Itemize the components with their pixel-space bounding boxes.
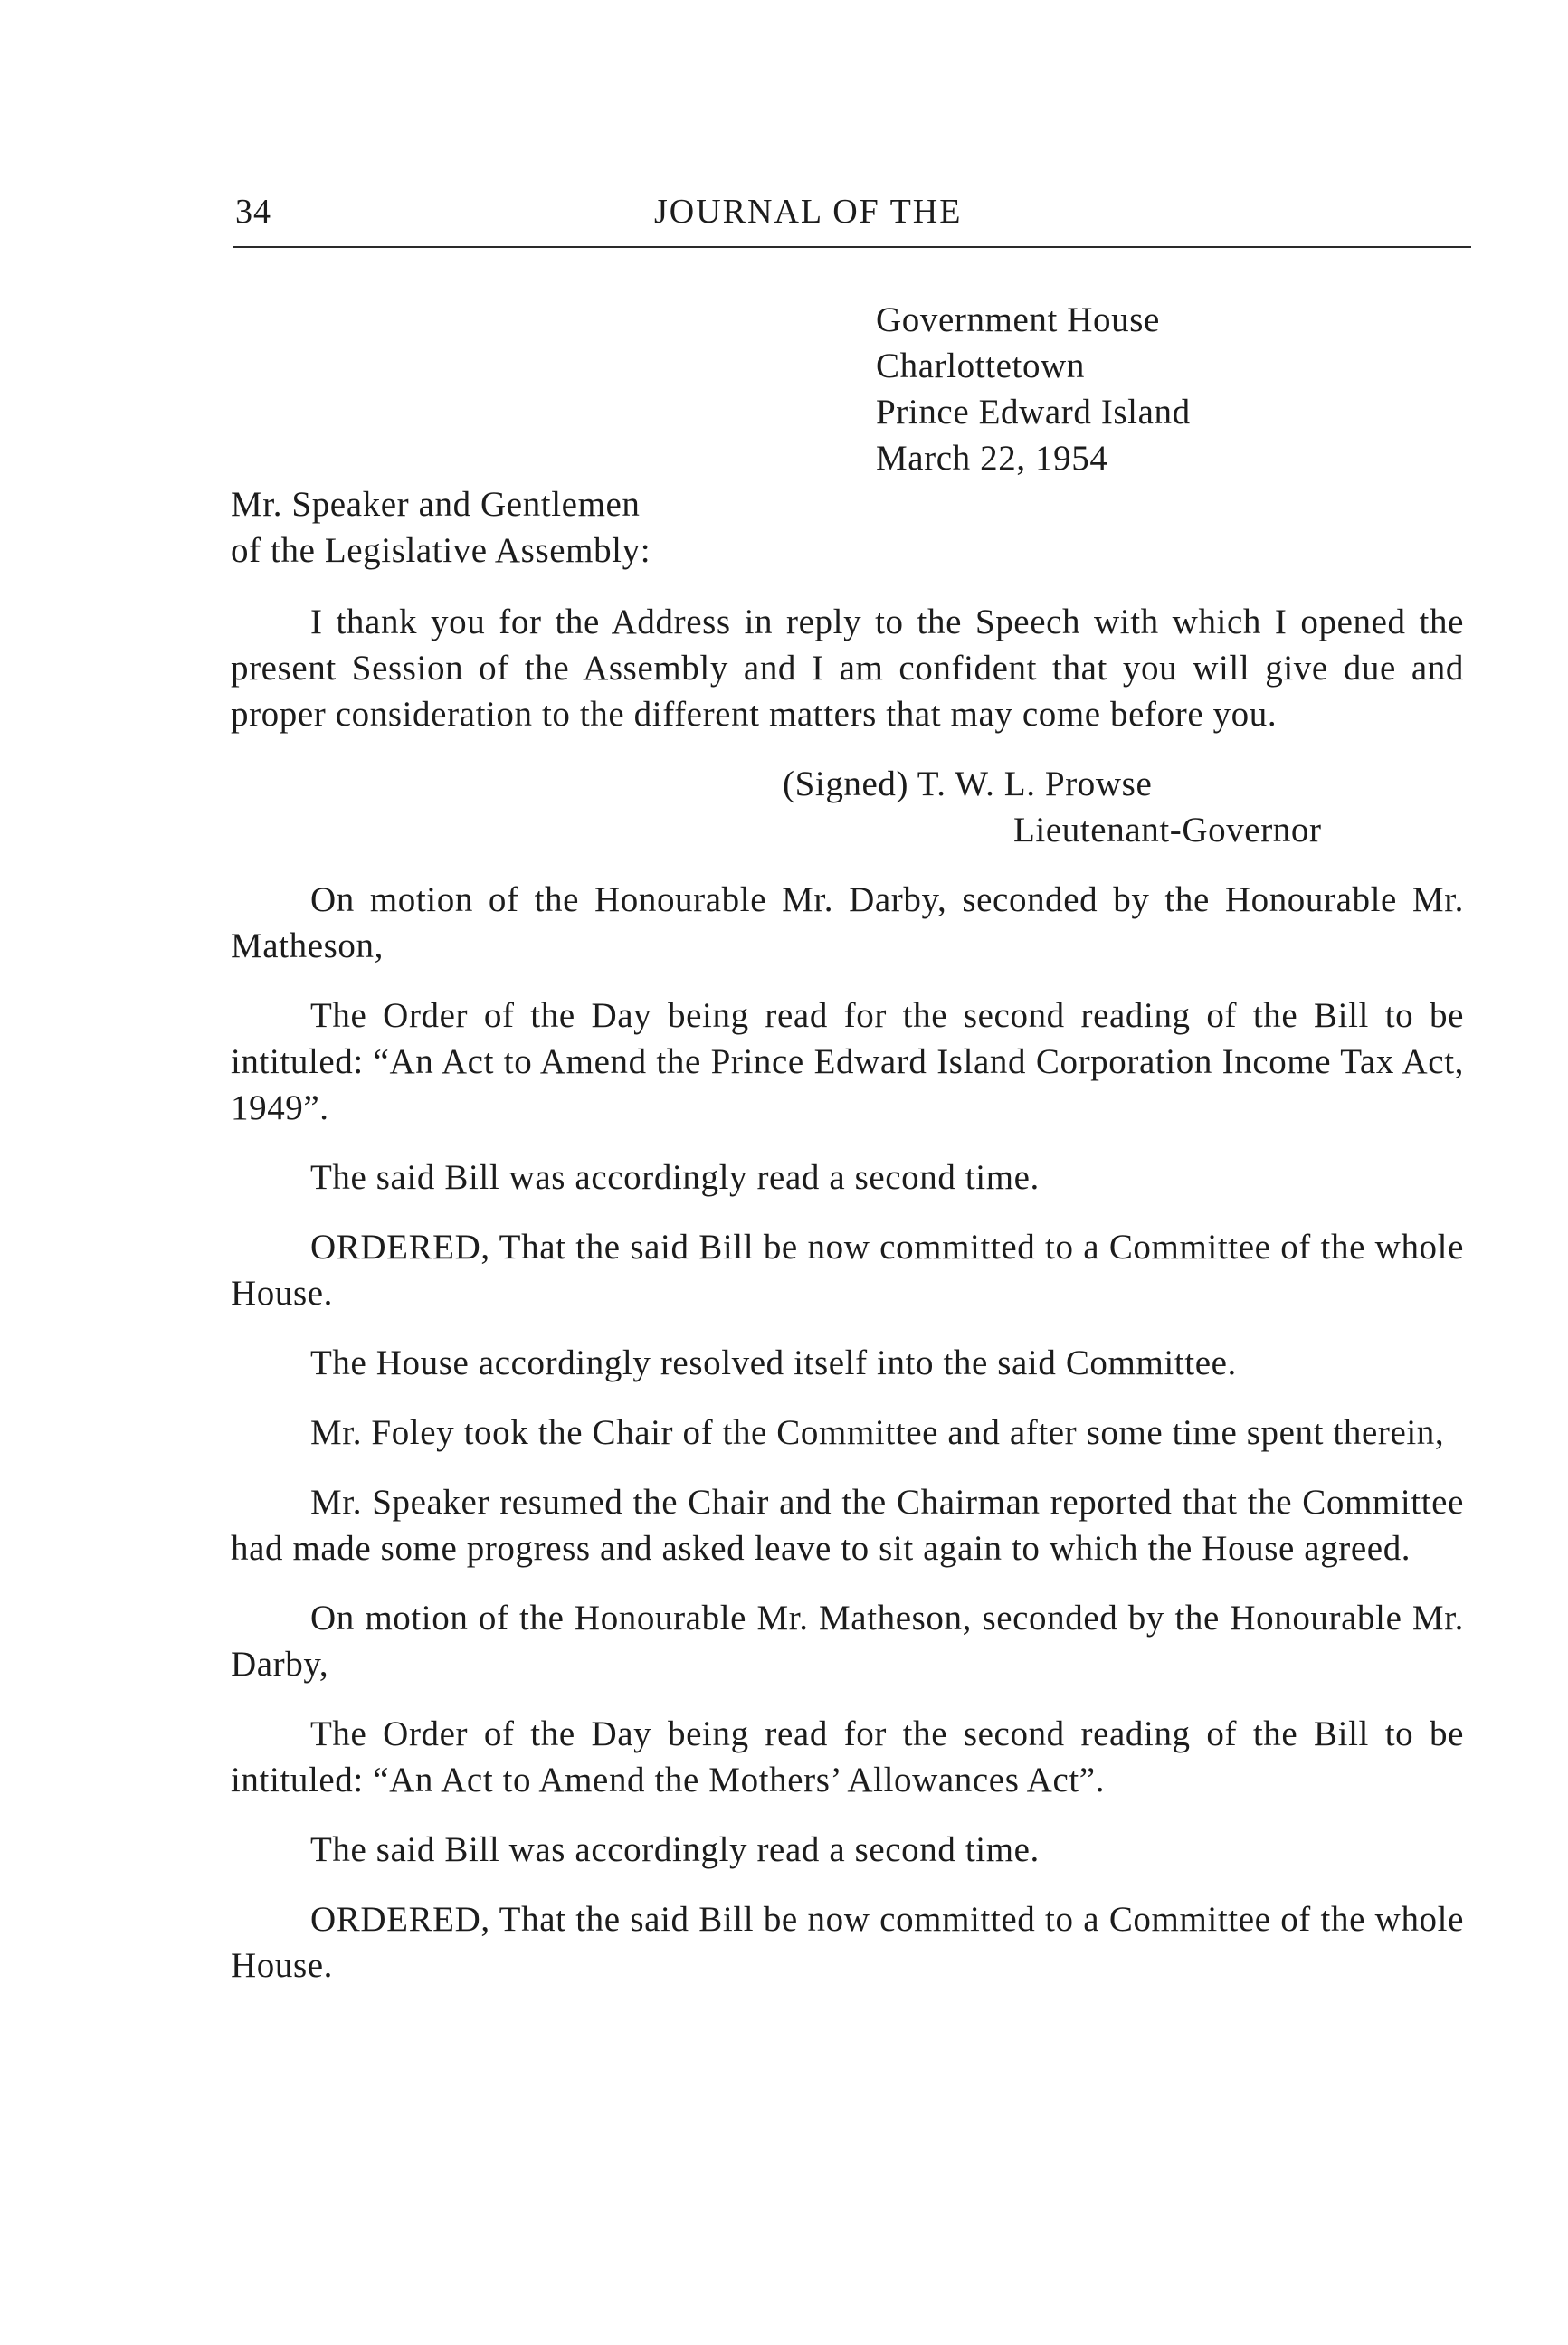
- body-paragraph: The House accordingly resolved itself into the said Committee.: [310, 1343, 1237, 1382]
- body-paragraph: On motion of the Honourable Mr. Darby, seconded by the Honourable Mr. Matheson,: [231, 880, 1464, 965]
- sender-address: [876, 297, 1437, 481]
- page-number: 34: [235, 193, 271, 231]
- body-paragraph: The said Bill was accordingly read a second time.: [310, 1158, 1040, 1197]
- body-paragraph: The Order of the Day being read for the second reading of the Bill to be intituled: “An Act to Amend the Mothers’ Allowances Act”.: [231, 1714, 1464, 1799]
- signature-line: (Signed) T. W. L. Prowse: [783, 764, 1153, 803]
- running-title: JOURNAL OF THE: [654, 193, 963, 231]
- address-line: Charlottetown: [876, 347, 1085, 385]
- body-paragraph: Mr. Speaker resumed the Chair and the Chairman reported that the Committee had made some progress and asked leave to sit again to which the House agreed.: [231, 1483, 1464, 1568]
- body-paragraph: On motion of the Honourable Mr. Matheson, seconded by the Honourable Mr. Darby,: [231, 1599, 1464, 1684]
- body-paragraph: The said Bill was accordingly read a second time.: [310, 1830, 1040, 1869]
- address-date: March 22, 1954: [876, 439, 1108, 478]
- page-header: [231, 188, 1470, 239]
- message-paragraph: I thank you for the Address in reply to the Speech with which I opened the present Session of the Assembly and I am confident that you will give due and proper consideration to the different matters that may come before you.: [231, 603, 1464, 734]
- signature-title: Lieutenant-Governor: [1013, 811, 1322, 850]
- address-line: Prince Edward Island: [876, 393, 1191, 432]
- journal-body: [231, 599, 1464, 2012]
- salutation-line: Mr. Speaker and Gentlemen: [231, 485, 641, 524]
- address-line: Government House: [876, 300, 1160, 339]
- salutation: [231, 481, 864, 574]
- body-paragraph: ORDERED, That the said Bill be now committed to a Committee of the whole House.: [231, 1228, 1464, 1313]
- body-paragraph: ORDERED, That the said Bill be now committed to a Committee of the whole House.: [231, 1900, 1464, 1985]
- body-paragraph: Mr. Foley took the Chair of the Committee and after some time spent therein,: [310, 1413, 1445, 1452]
- salutation-line: of the Legislative Assembly:: [231, 531, 651, 570]
- header-rule: [233, 246, 1471, 248]
- signature-block: [231, 761, 1464, 853]
- body-paragraph: The Order of the Day being read for the second reading of the Bill to be intituled: “An Act to Amend the Prince Edward Island Corporation Income Tax Act, 1949”.: [231, 996, 1464, 1127]
